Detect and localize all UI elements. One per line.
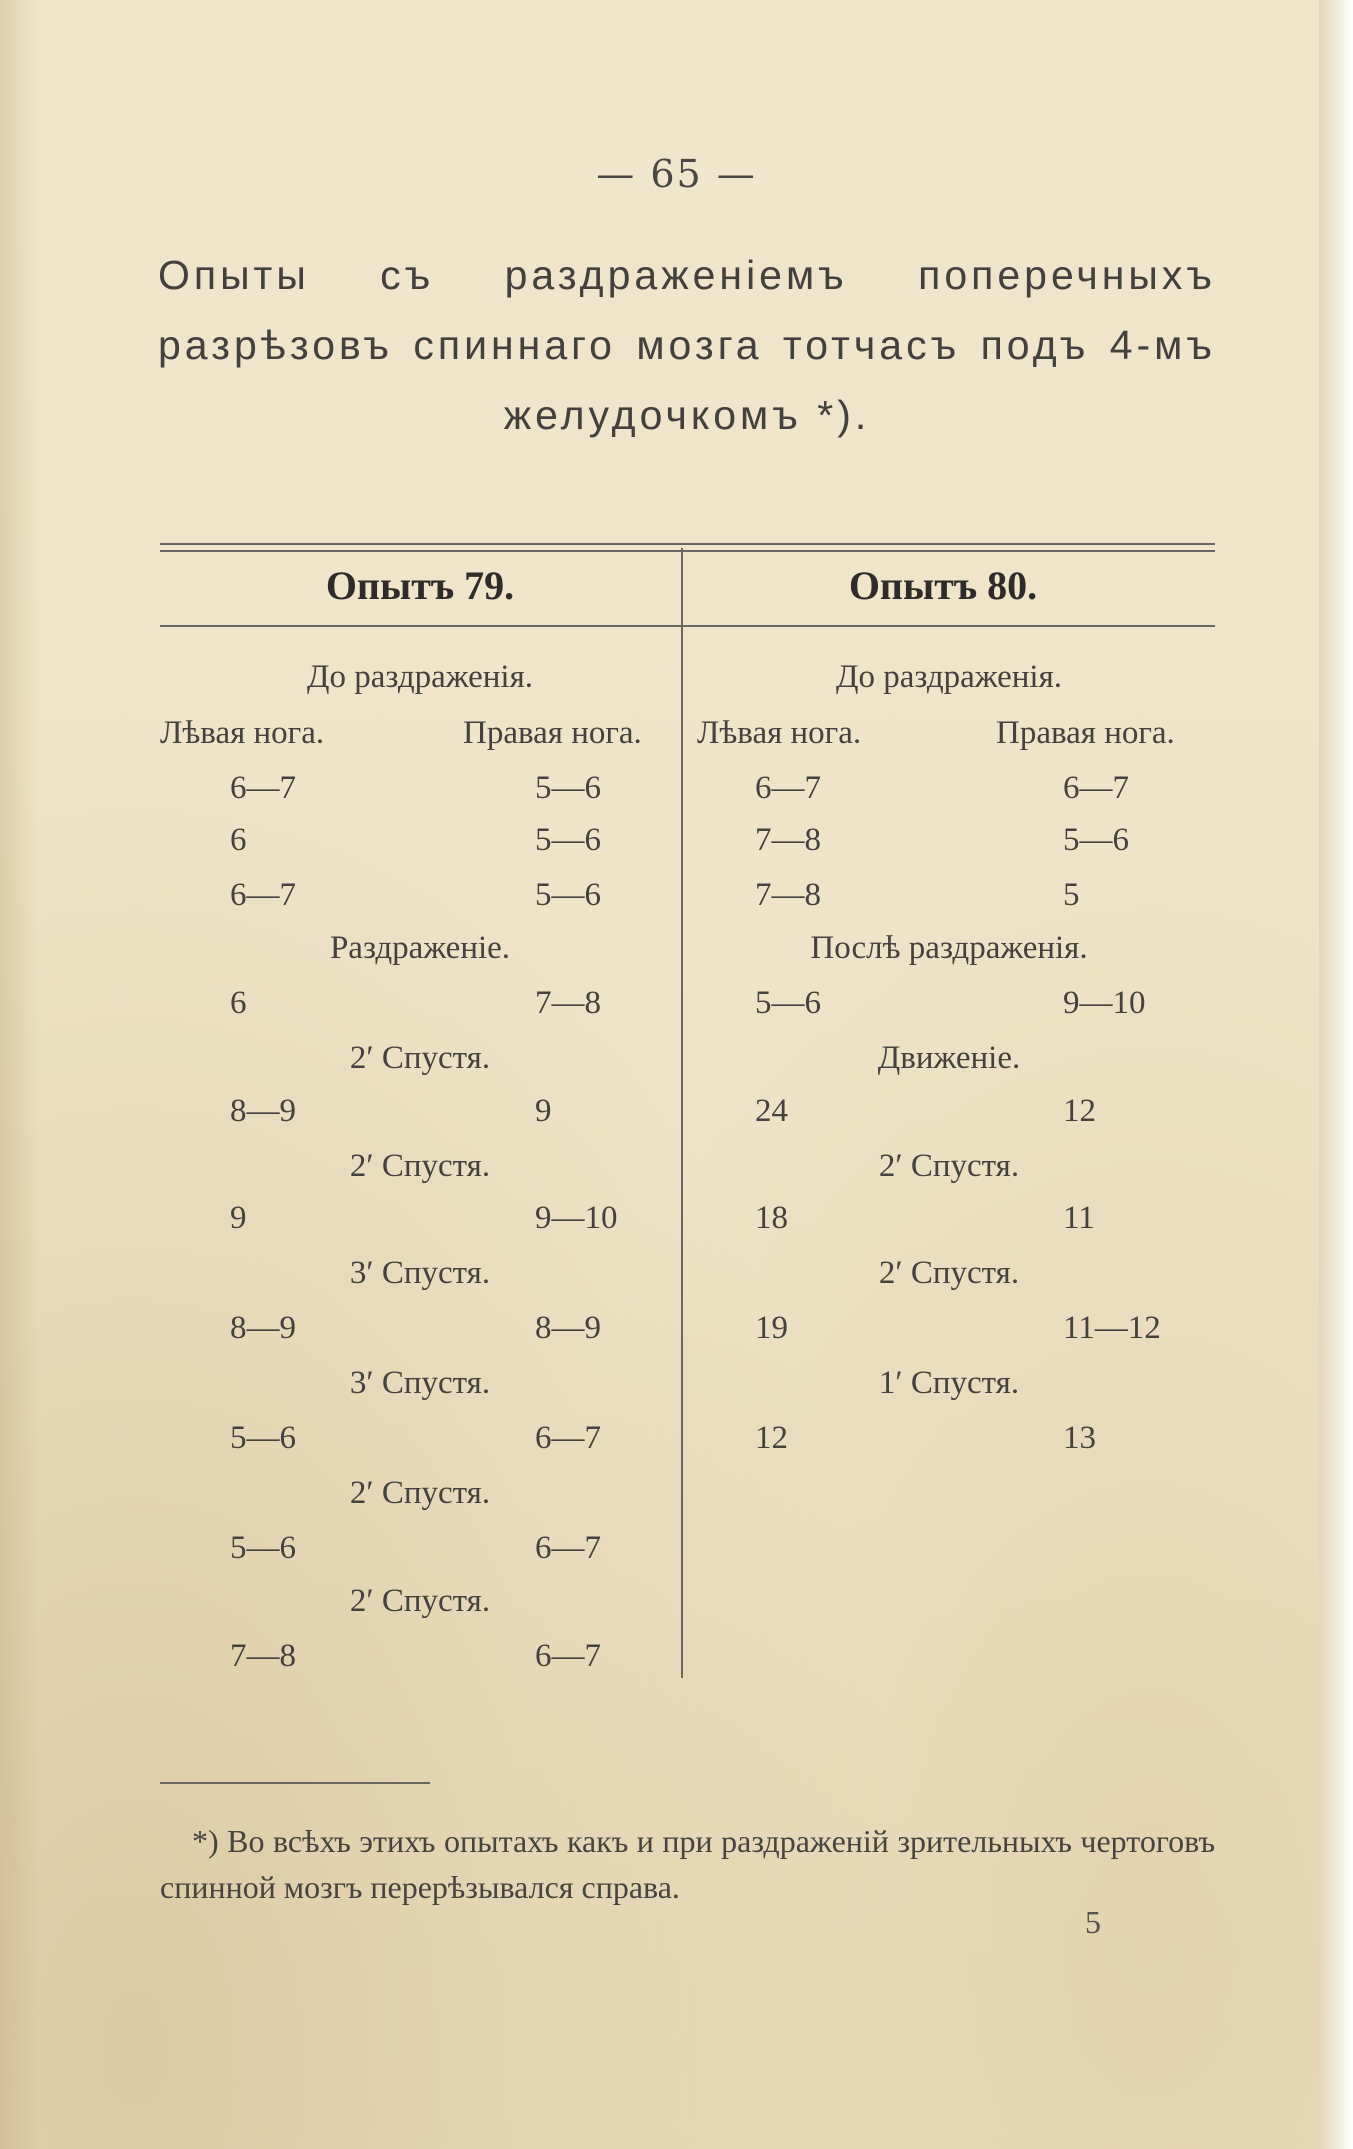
header-bottom-rule [160,625,1215,627]
row-caption: 2′ Спустя. [878,1255,1020,1291]
table-top-rule-2 [160,550,1215,552]
left-leg-value: 19 [755,1310,788,1346]
left-leg-value: 6—7 [755,770,821,806]
row-caption: 1′ Спустя. [878,1365,1020,1401]
left-leg-value: 5—6 [755,985,821,1021]
right-leg-value: 8—9 [535,1310,601,1346]
right-leg-value: 9—10 [535,1200,618,1236]
left-leg-value: 7—8 [755,877,821,913]
signature-mark: 5 [1085,1904,1101,1940]
right-leg-value: 5—6 [535,877,601,913]
row-caption: 2′ Спустя. [349,1148,491,1184]
row-caption: 2′ Спустя. [349,1583,491,1619]
right-leg-value: 5—6 [1063,822,1129,858]
left-leg-value: 5—6 [230,1420,296,1456]
right-leg-value: 5 [1063,877,1080,913]
left-leg-value: 5—6 [230,1530,296,1566]
footnote: *) Во всѣхъ этихъ опытахъ какъ и при раздраженій зрительныхъ чертоговъ спинной мозгъ перерѣзывался справа. [160,1823,1215,1905]
row-caption: Движеніе. [877,1040,1021,1076]
right-leg-value: 5—6 [535,822,601,858]
left-leg-value: 18 [755,1200,788,1236]
section-title: Опыты съ раздраженіемъ поперечныхъ разрѣзовъ спиннаго мозга тотчасъ подъ 4-мъ желудочкомъ *). [158,252,1216,438]
right-leg-value: 6—7 [535,1530,601,1566]
row-caption: Послѣ раздраженія. [810,930,1088,966]
row-caption: 3′ Спустя. [349,1365,491,1401]
left-leg-value: 6 [230,822,247,858]
right-leg-value: 7—8 [535,985,601,1021]
row-caption: 2′ Спустя. [349,1040,491,1076]
left-leg-value: 7—8 [755,822,821,858]
left-leg-value: 6—7 [230,877,296,913]
footnote-rule [160,1782,430,1784]
row-caption: 2′ Спустя. [349,1475,491,1511]
experiment-79-header: Опытъ 79. [325,563,515,608]
row-caption: 3′ Спустя. [349,1255,491,1291]
table-top-rule [160,543,1215,545]
row-caption: До раздраженія. [306,659,534,695]
left-leg-value: 6 [230,985,247,1021]
left-leg-value: 9 [230,1200,247,1236]
left-leg-label: Лѣвая нога. [697,715,862,751]
page-number: — 65 — [596,152,757,196]
right-leg-value: 6—7 [535,1638,601,1674]
right-leg-value: 11 [1063,1200,1095,1236]
left-leg-value: 8—9 [230,1310,296,1346]
page-edge [1319,0,1353,2149]
right-leg-label: Правая нога. [463,715,642,751]
left-leg-value: 12 [755,1420,788,1456]
right-leg-value: 11—12 [1063,1310,1161,1346]
right-leg-label: Правая нога. [996,715,1175,751]
right-leg-value: 13 [1063,1420,1096,1456]
left-leg-value: 24 [755,1093,788,1129]
right-leg-value: 9 [535,1093,552,1129]
left-leg-value: 7—8 [230,1638,296,1674]
left-leg-value: 6—7 [230,770,296,806]
row-caption: До раздраженія. [835,659,1063,695]
column-divider [681,548,683,1678]
row-caption: 2′ Спустя. [878,1148,1020,1184]
right-leg-value: 5—6 [535,770,601,806]
right-leg-value: 6—7 [535,1420,601,1456]
right-leg-value: 6—7 [1063,770,1129,806]
left-leg-value: 8—9 [230,1093,296,1129]
right-leg-value: 12 [1063,1093,1096,1129]
row-caption: Раздраженіе. [329,930,511,966]
left-leg-label: Лѣвая нога. [160,715,325,751]
experiment-80-header: Опытъ 80. [848,563,1038,608]
right-leg-value: 9—10 [1063,985,1146,1021]
